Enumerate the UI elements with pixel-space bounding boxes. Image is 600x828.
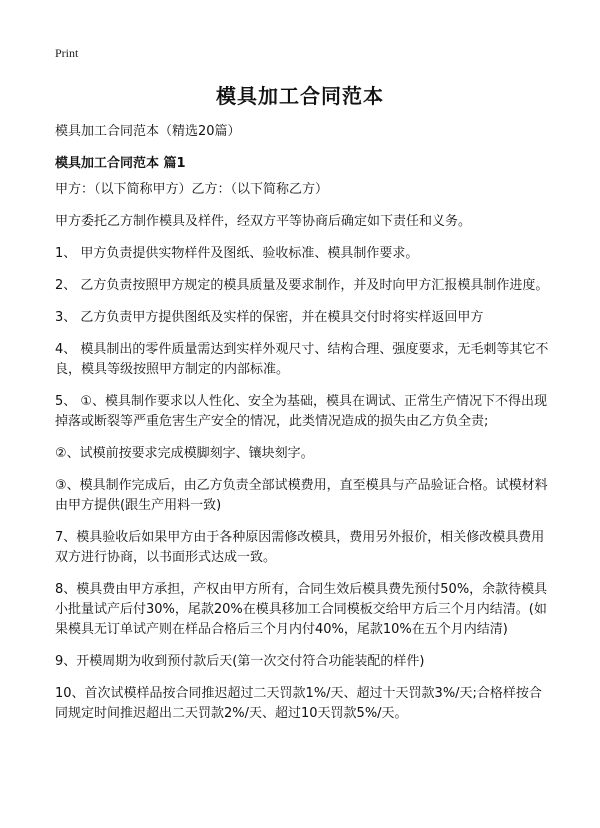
- section-heading: 模具加工合同范本 篇1: [55, 156, 186, 171]
- paragraph-clause-4: 4、 模具制出的零件质量需达到实样外观尺寸、结构合理、强度要求，无毛刺等其它不良，模具等级按照甲方制定的内部标准。: [55, 342, 549, 377]
- paragraph-clause-3: 3、 乙方负责甲方提供图纸及实样的保密，并在模具交付时将实样返回甲方: [55, 310, 484, 325]
- paragraph-clause-10: 10、首次试模样品按合同推迟超过二天罚款1%/天、超过十天罚款3%/天;合格样按合同规定时间推迟超出二天罚款2%/天、超过10天罚款5%/天。: [55, 686, 542, 721]
- paragraph-intro: 甲方委托乙方制作模具及样件，经双方平等协商后确定如下责任和义务。: [55, 214, 472, 229]
- paragraph-clause-5-1: 5、 ①、模具制作要求以人性化、安全为基础，模具在调试、正常生产情况下不得出现掉落或断裂等严重危害生产安全的情况，此类情况造成的损失由乙方负全责;: [55, 394, 548, 429]
- paragraph-clause-2: 2、 乙方负责按照甲方规定的模具质量及要求制作，并及时向甲方汇报模具制作进度。: [55, 278, 549, 293]
- print-label: Print: [55, 46, 79, 60]
- paragraph-clause-5-2: ②、试模前按要求完成模脚刻字、镶块刻字。: [55, 446, 314, 461]
- paragraph-clause-8: 8、模具费由甲方承担，产权由甲方所有，合同生效后模具费先预付50%，余款待模具小批量试产后付30%，尾款20%在模具移加工合同模板交给甲方后三个月内结清。(如果模具无订单试产则在样品合格后三个月内付40%，尾款10%在五个月内结清): [55, 582, 548, 637]
- document-subtitle: 模具加工合同范本（精选20篇）: [55, 124, 241, 139]
- paragraph-clause-7: 7、模具验收后如果甲方由于各种原因需修改模具，费用另外报价，相关修改模具费用双方进行协商，以书面形式达成一致。: [55, 530, 545, 565]
- document-body: [55, 180, 551, 736]
- paragraph-clause-1: 1、 甲方负责提供实物样件及图纸、验收标准、模具制作要求。: [55, 246, 419, 261]
- document-title: 模具加工合同范本: [216, 84, 384, 108]
- paragraph-clause-9: 9、开模周期为收到预付款后天(第一次交付符合功能装配的样件): [55, 654, 425, 669]
- paragraph-parties: 甲方：（以下简称甲方）乙方：（以下简称乙方）: [55, 182, 329, 197]
- paragraph-clause-5-3: ③、模具制作完成后，由乙方负责全部试模费用，直至模具与产品验证合格。试模材料由甲方提供(跟生产用料一致): [55, 478, 548, 513]
